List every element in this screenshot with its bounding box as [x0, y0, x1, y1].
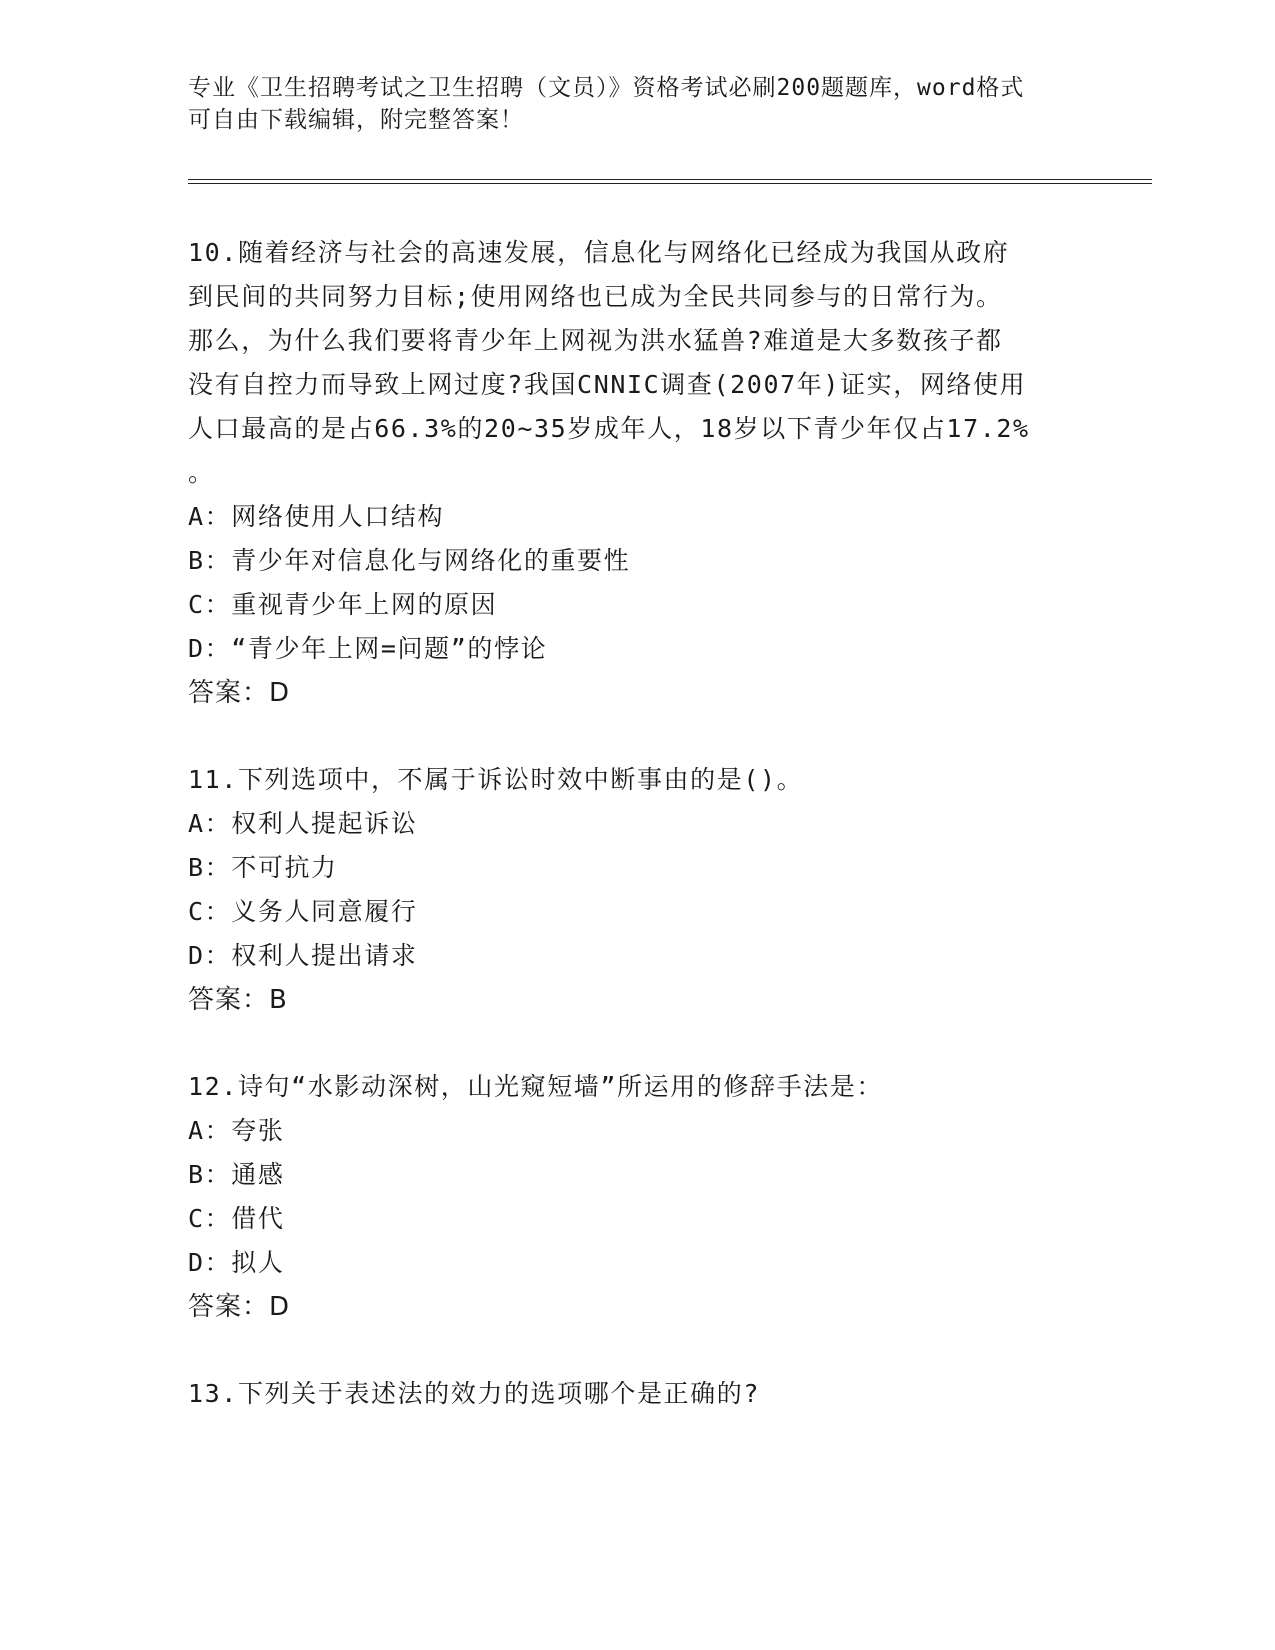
question-12-option-d: D：拟人 — [188, 1248, 285, 1277]
question-11-option-b: B：不可抗力 — [188, 853, 338, 882]
question-10-stem-line-5: 人口最高的是占66.3%的20~35岁成年人，18岁以下青少年仅占17.2% — [188, 414, 1030, 443]
question-10-option-b: B：青少年对信息化与网络化的重要性 — [188, 546, 631, 575]
header-line-1: 专业《卫生招聘考试之卫生招聘（文员）》资格考试必刷200题题库，word格式 — [188, 75, 1025, 101]
question-10-option-a: A：网络使用人口结构 — [188, 502, 445, 531]
question-11-stem: 11.下列选项中，不属于诉讼时效中断事由的是()。 — [188, 765, 804, 794]
question-10-answer: 答案：D — [188, 678, 291, 708]
question-12-option-c: C：借代 — [188, 1204, 285, 1233]
question-13-stem: 13.下列关于表述法的效力的选项哪个是正确的? — [188, 1379, 761, 1408]
question-11-option-a: A：权利人提起诉讼 — [188, 809, 418, 838]
document-header — [188, 72, 1088, 136]
question-10-stem-line-1: 10.随着经济与社会的高速发展，信息化与网络化已经成为我国从政府 — [188, 238, 1010, 267]
question-12-answer: 答案：D — [188, 1292, 291, 1322]
question-10-option-c: C：重视青少年上网的原因 — [188, 590, 498, 619]
question-10-option-d: D：“青少年上网=问题”的悖论 — [188, 634, 548, 663]
header-line-2: 可自由下载编辑，附完整答案！ — [188, 107, 524, 133]
question-12-option-b: B：通感 — [188, 1160, 285, 1189]
question-10-stem-line-2: 到民间的共同努力目标;使用网络也已成为全民共同参与的日常行为。 — [188, 282, 1003, 311]
question-12-option-a: A：夸张 — [188, 1116, 285, 1145]
header-divider-top — [188, 179, 1152, 180]
header-divider-bottom — [188, 183, 1152, 184]
question-11-option-c: C：义务人同意履行 — [188, 897, 418, 926]
question-10-stem-line-3: 那么，为什么我们要将青少年上网视为洪水猛兽?难道是大多数孩子都 — [188, 326, 1003, 355]
question-11-answer: 答案：B — [188, 985, 288, 1015]
question-10-stem-line-6: 。 — [188, 458, 215, 487]
question-12-stem: 12.诗句“水影动深树，山光窥短墙”所运用的修辞手法是： — [188, 1072, 884, 1101]
question-11-option-d: D：权利人提出请求 — [188, 941, 418, 970]
question-10-stem-line-4: 没有自控力而导致上网过度?我国CNNIC调查(2007年)证实，网络使用 — [188, 370, 1027, 399]
